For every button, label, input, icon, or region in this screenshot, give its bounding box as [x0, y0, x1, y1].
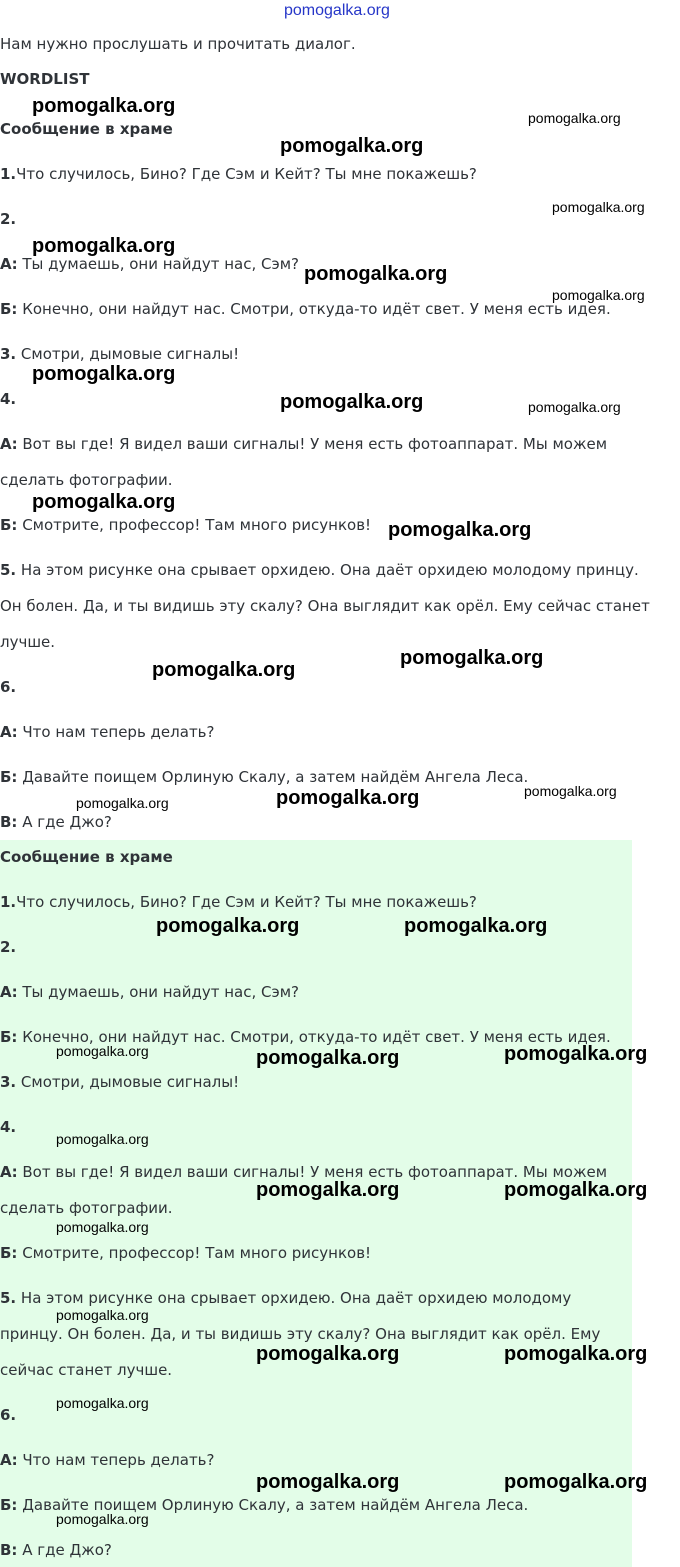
watermark: pomogalka.org: [32, 235, 176, 257]
line-text: А где Джо?: [17, 1541, 112, 1559]
line-number: 6.: [0, 1406, 17, 1424]
line-text: сделать фотографии.: [0, 1199, 173, 1217]
speaker-label: Б:: [0, 1244, 18, 1262]
watermark: pomogalka.org: [524, 783, 617, 799]
watermark: pomogalka.org: [56, 1043, 149, 1059]
line-text: Ты думаешь, они найдут нас, Сэм?: [17, 983, 300, 1001]
line-text: Давайте поищем Орлиную Скалу, а затем найдём Ангела Леса.: [17, 1496, 529, 1514]
watermark: pomogalka.org: [56, 1395, 149, 1411]
watermark: pomogalka.org: [152, 659, 296, 681]
dialog-line: [0, 1540, 112, 1560]
line-number: 4.: [0, 1118, 17, 1136]
wordlist-heading: WORDLIST: [0, 70, 90, 88]
watermark: pomogalka.org: [504, 1179, 648, 1201]
line-text: сейчас станет лучше.: [0, 1361, 173, 1379]
line-text: Что нам теперь делать?: [17, 723, 215, 741]
watermark: pomogalka.org: [56, 1307, 149, 1323]
line-number: 5.: [0, 1289, 17, 1307]
line-text: Конечно, они найдут нас. Смотри, откуда-то идёт свет. У меня есть идея.: [17, 1028, 611, 1046]
watermark: pomogalka.org: [32, 95, 176, 117]
dialog-line: [0, 299, 611, 319]
dialog-line: [0, 515, 371, 535]
dialog-line: [0, 344, 239, 364]
speaker-label: А:: [0, 983, 18, 1001]
line-text: Вот вы где! Я видел ваши сигналы! У меня есть фотоаппарат. Мы можем: [17, 435, 608, 453]
watermark: pomogalka.org: [504, 1471, 648, 1493]
line-text: Конечно, они найдут нас. Смотри, откуда-то идёт свет. У меня есть идея.: [17, 300, 611, 318]
line-text: Что нам теперь делать?: [17, 1451, 215, 1469]
speaker-label: Б:: [0, 768, 18, 786]
watermark: pomogalka.org: [404, 915, 548, 937]
watermark: pomogalka.org: [256, 1343, 400, 1365]
speaker-label: Б:: [0, 300, 18, 318]
watermark: pomogalka.org: [76, 795, 169, 811]
line-text: Вот вы где! Я видел ваши сигналы! У меня есть фотоаппарат. Мы можем: [17, 1163, 608, 1181]
line-text: Что случилось, Бино? Где Сэм и Кейт? Ты мне покажешь?: [16, 165, 477, 183]
watermark: pomogalka.org: [256, 1179, 400, 1201]
line-text: Давайте поищем Орлиную Скалу, а затем найдём Ангела Леса.: [17, 768, 529, 786]
line-text: Смотри, дымовые сигналы!: [16, 345, 240, 363]
watermark: pomogalka.org: [552, 287, 645, 303]
dialog-line: [0, 767, 528, 787]
line-number: 3.: [0, 1073, 17, 1091]
dialog-line: [0, 1450, 214, 1470]
dialog-line: [0, 560, 639, 580]
watermark: pomogalka.org: [56, 1219, 149, 1235]
line-number: 3.: [0, 345, 17, 363]
watermark: pomogalka.org: [280, 135, 424, 157]
line-text: Смотри, дымовые сигналы!: [16, 1073, 240, 1091]
watermark: pomogalka.org: [32, 363, 176, 385]
line-text: Ты думаешь, они найдут нас, Сэм?: [17, 255, 300, 273]
dialog-line: [0, 982, 299, 1002]
line-text: На этом рисунке она срывает орхидею. Она даёт орхидею молодому принцу.: [16, 561, 639, 579]
watermark: pomogalka.org: [276, 787, 420, 809]
dialog-line: [0, 1288, 571, 1308]
watermark: pomogalka.org: [504, 1043, 648, 1065]
speaker-label: А:: [0, 1451, 18, 1469]
line-number: 4.: [0, 390, 17, 408]
top-watermark: pomogalka.org: [284, 2, 390, 19]
line-text: сделать фотографии.: [0, 471, 173, 489]
watermark: pomogalka.org: [256, 1471, 400, 1493]
watermark: pomogalka.org: [32, 491, 176, 513]
watermark: pomogalka.org: [56, 1131, 149, 1147]
intro-text: Нам нужно прослушать и прочитать диалог.: [0, 35, 356, 53]
speaker-label: Б:: [0, 1496, 18, 1514]
line-text: Смотрите, профессор! Там много рисунков!: [17, 516, 372, 534]
line-number: 5.: [0, 561, 17, 579]
dialog-line: [0, 1243, 371, 1263]
line-number: 2.: [0, 210, 17, 228]
speaker-label: А:: [0, 255, 18, 273]
line-number: 1.: [0, 893, 17, 911]
watermark: pomogalka.org: [256, 1047, 400, 1069]
line-text: Смотрите, профессор! Там много рисунков!: [17, 1244, 372, 1262]
dialog-title: Сообщение в храме: [0, 848, 173, 866]
line-text: Он болен. Да, и ты видишь эту скалу? Она выглядит как орёл. Ему сейчас станет: [0, 597, 650, 615]
dialog-title: Сообщение в храме: [0, 120, 173, 138]
dialog-line: [0, 812, 112, 832]
speaker-label: Б:: [0, 516, 18, 534]
watermark: pomogalka.org: [552, 199, 645, 215]
line-text: А где Джо?: [17, 813, 112, 831]
watermark: pomogalka.org: [504, 1343, 648, 1365]
speaker-label: А:: [0, 1163, 18, 1181]
watermark: pomogalka.org: [388, 519, 532, 541]
line-text: На этом рисунке она срывает орхидею. Она даёт орхидею молодому: [16, 1289, 572, 1307]
dialog-line: [0, 722, 214, 742]
watermark: pomogalka.org: [156, 915, 300, 937]
line-text: Что случилось, Бино? Где Сэм и Кейт? Ты мне покажешь?: [16, 893, 477, 911]
dialog-line: [0, 1072, 239, 1092]
watermark: pomogalka.org: [304, 263, 448, 285]
line-number: 2.: [0, 938, 17, 956]
speaker-label: В:: [0, 1541, 18, 1559]
watermark: pomogalka.org: [528, 110, 621, 126]
speaker-label: А:: [0, 723, 18, 741]
dialog-line: [0, 434, 607, 454]
watermark: pomogalka.org: [56, 1511, 149, 1527]
watermark: pomogalka.org: [528, 399, 621, 415]
line-number: 1.: [0, 165, 17, 183]
speaker-label: В:: [0, 813, 18, 831]
line-text: лучше.: [0, 633, 56, 651]
speaker-label: А:: [0, 435, 18, 453]
dialog-line: [0, 164, 477, 184]
watermark: pomogalka.org: [400, 647, 544, 669]
speaker-label: Б:: [0, 1028, 18, 1046]
line-text: принцу. Он болен. Да, и ты видишь эту скалу? Она выглядит как орёл. Ему: [0, 1325, 601, 1343]
line-number: 6.: [0, 678, 17, 696]
dialog-line: [0, 892, 477, 912]
watermark: pomogalka.org: [280, 391, 424, 413]
